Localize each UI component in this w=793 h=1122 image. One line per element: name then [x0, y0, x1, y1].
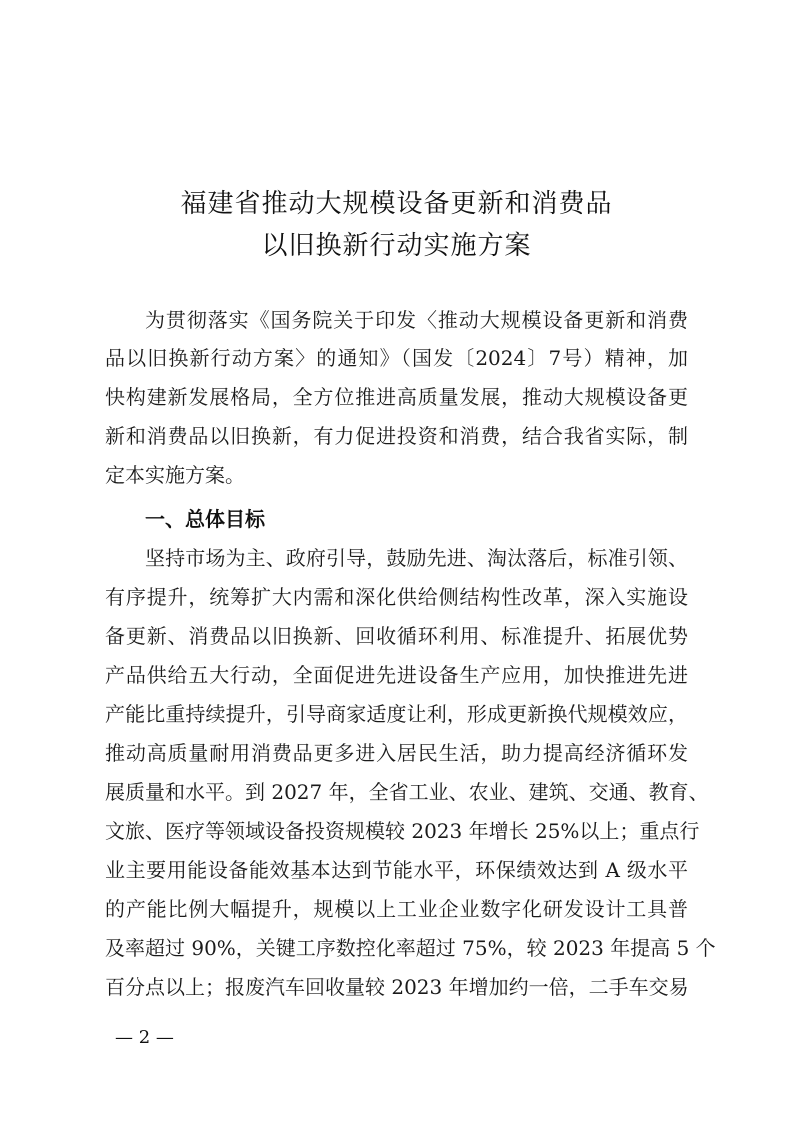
section1-line: 展质量和水平。到 2027 年，全省工业、农业、建筑、交通、教育、 — [105, 780, 709, 804]
section-heading-overall-goal: 一、总体目标 — [145, 507, 265, 531]
intro-line: 快构建新发展格局，全方位推进高质量发展，推动大规模设备更 — [105, 385, 688, 409]
section1-line: 产品供给五大行动，全面促进先进设备生产应用，加快推进先进 — [105, 663, 688, 687]
intro-line: 为贯彻落实《国务院关于印发〈推动大规模设备更新和消费 — [145, 308, 688, 332]
page-number: — 2 — — [115, 1027, 174, 1048]
intro-line: 定本实施方案。 — [105, 463, 245, 487]
section1-line: 及率超过 90%，关键工序数控化率超过 75%，较 2023 年提高 5 个 — [105, 936, 716, 960]
section1-line: 业主要用能设备能效基本达到节能水平，环保绩效达到 A 级水平 — [105, 858, 688, 882]
intro-line: 新和消费品以旧换新，有力促进投资和消费，结合我省实际，制 — [105, 424, 688, 448]
section1-line: 百分点以上；报废汽车回收量较 2023 年增加约一倍，二手车交易 — [105, 975, 689, 999]
section1-line: 有序提升，统筹扩大内需和深化供给侧结构性改革，深入实施设 — [105, 585, 688, 609]
section1-line: 文旅、医疗等领域设备投资规模较 2023 年增长 25%以上；重点行 — [105, 819, 700, 843]
section1-line: 产能比重持续提升，引导商家适度让利，形成更新换代规模效应， — [105, 702, 688, 726]
document-title-line-2: 以旧换新行动实施方案 — [261, 231, 532, 261]
section1-line: 坚持市场为主、政府引导，鼓励先进、淘汰落后，标准引领、 — [145, 546, 688, 570]
intro-line: 品以旧换新行动方案〉的通知》（国发〔2024〕7号）精神，加 — [105, 346, 688, 370]
document-title-line-1: 福建省推动大规模设备更新和消费品 — [180, 189, 613, 219]
section1-line: 备更新、消费品以旧换新、回收循环利用、标准提升、拓展优势 — [105, 624, 688, 648]
section1-line: 的产能比例大幅提升，规模以上工业企业数字化研发设计工具普 — [105, 897, 688, 921]
section1-line: 推动高质量耐用消费品更多进入居民生活，助力提高经济循环发 — [105, 741, 688, 765]
